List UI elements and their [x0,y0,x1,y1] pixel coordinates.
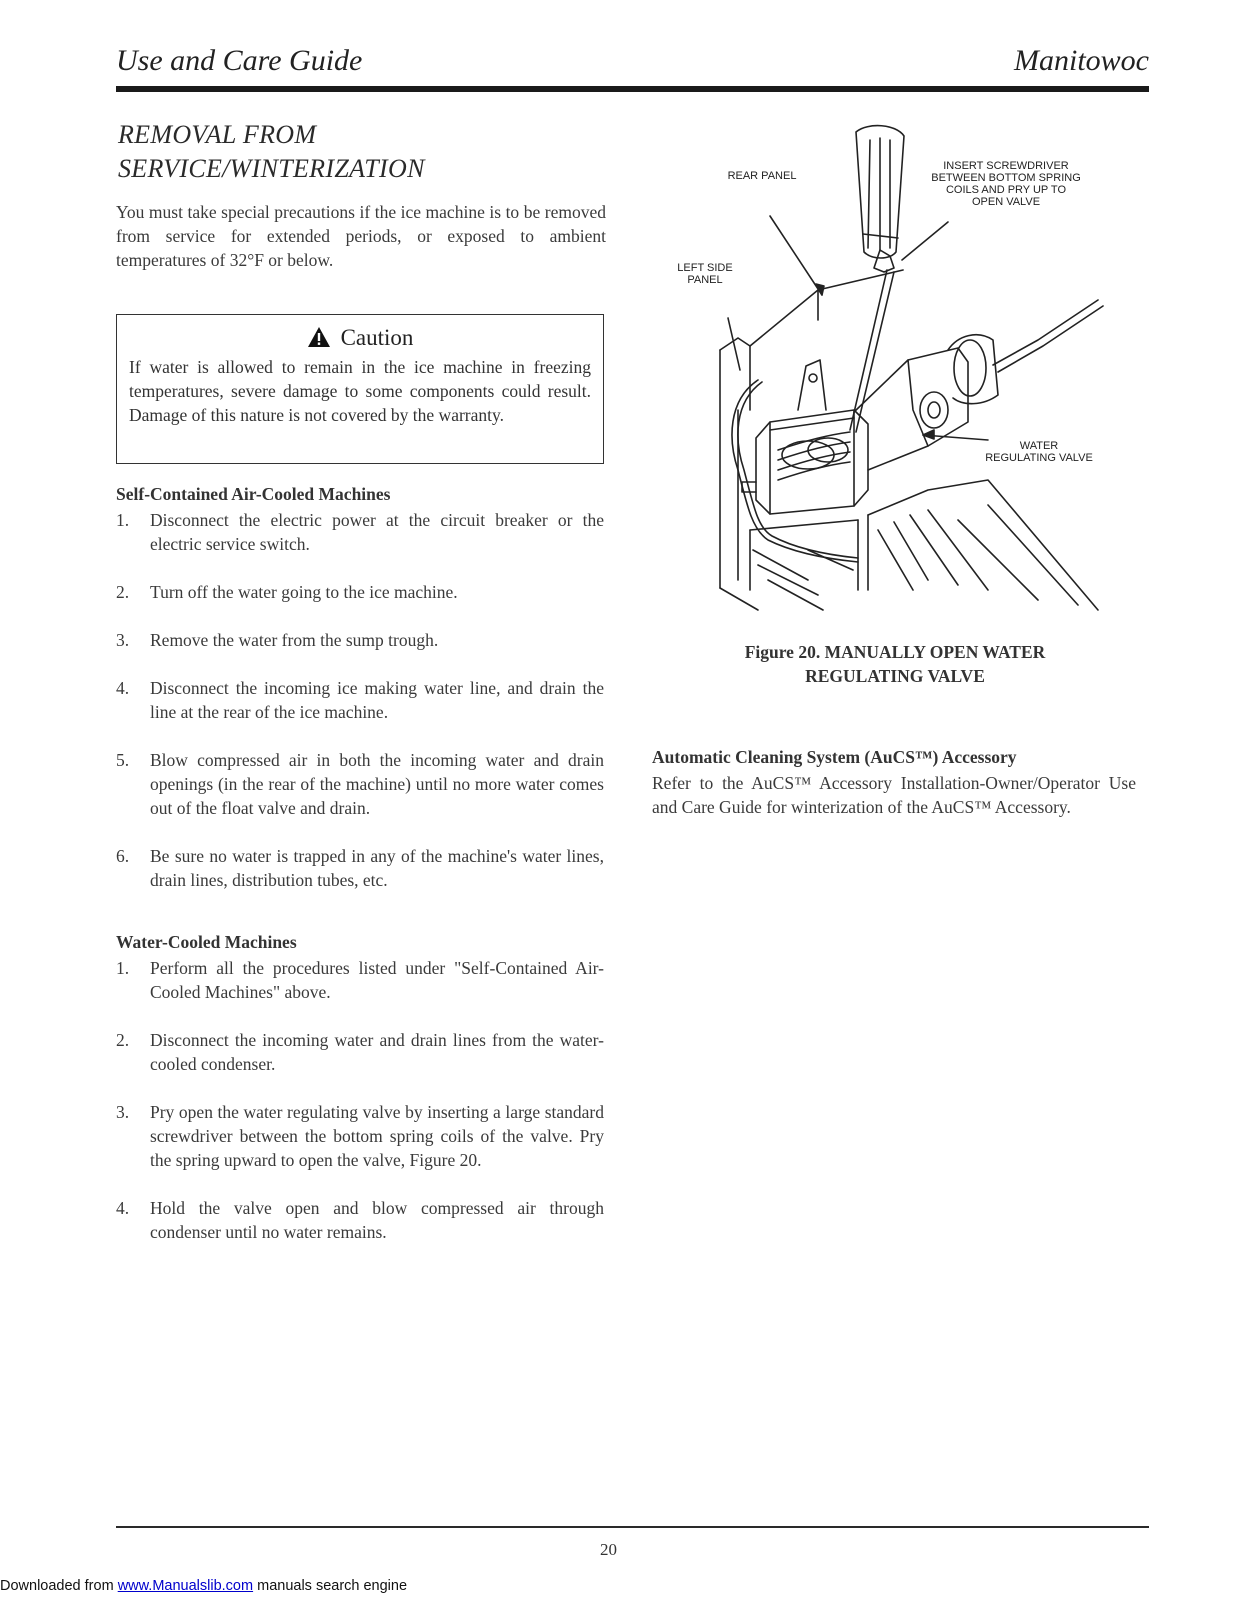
step-text: Blow compressed air in both the incoming water and drain openings (in the rear of the machine) until no more water comes out of the float valve and drain. [150,750,604,818]
figure-caption-line1: Figure 20. MANUALLY OPEN WATER [744,642,1046,662]
step-number: 4. [116,678,130,698]
step-text: Turn off the water going to the ice machine. [150,582,458,602]
list-item [116,748,604,820]
intro-paragraph: You must take special precautions if the ice machine is to be removed from service for extended periods, or exposed to ambient temperatures of 32°F or below. [116,202,606,270]
header-title: Use and Care Guide [116,44,363,77]
step-text: Be sure no water is trapped in any of the machine's water lines, drain lines, distribution tubes, etc. [150,846,604,890]
water-cooled-steps [116,956,604,1244]
step-number: 3. [116,630,130,650]
self-contained-heading: Self-Contained Air-Cooled Machines [116,484,391,504]
footer-rule [116,1526,1149,1528]
list-item [116,956,604,1004]
download-prefix: Downloaded from [0,1578,114,1594]
figure-caption-line2: REGULATING VALVE [805,666,985,686]
step-number: 4. [116,1198,130,1218]
step-text: Perform all the procedures listed under "Self-Contained Air-Cooled Machines" above. [150,958,604,1002]
list-item [116,508,604,556]
section-title [118,118,425,186]
step-number: 3. [116,1102,130,1122]
list-item [116,580,604,604]
list-item [116,1028,604,1076]
step-text: Hold the valve open and blow compressed air through condenser until no water remains. [150,1198,604,1242]
callout-water-regulating-valve: WATER REGULATING VALVE [985,440,1093,464]
caution-box [116,314,604,464]
download-note [0,1578,407,1594]
section-title-line2: SERVICE/WINTERIZATION [118,154,425,183]
step-text: Pry open the water regulating valve by inserting a large standard screwdriver between the bottom spring coils of the valve. Pry the spring upward to open the valve, Figure 20. [150,1102,604,1170]
manualslib-link[interactable]: www.Manualslib.com [117,1578,254,1594]
step-number: 2. [116,582,130,602]
aucs-heading: Automatic Cleaning System (AuCS™) Accessory [652,747,1017,767]
caution-heading [129,325,591,351]
caution-text: If water is allowed to remain in the ice machine in freezing temperatures, severe damage to some components could result. Damage of this nature is not covered by the warranty. [129,357,591,425]
step-number: 5. [116,750,130,770]
header-rule [116,86,1149,92]
page-number: 20 [600,1540,617,1559]
list-item [116,676,604,724]
download-suffix: manuals search engine [257,1578,408,1594]
caution-heading-text: Caution [340,325,414,350]
list-item [116,628,604,652]
step-number: 2. [116,1030,130,1050]
list-item [116,844,604,892]
step-number: 1. [116,958,130,978]
step-text: Disconnect the incoming water and drain lines from the water-cooled condenser. [150,1030,604,1074]
warning-triangle-icon [307,326,331,348]
figure-caption [660,640,1130,688]
step-number: 6. [116,846,130,866]
step-text: Disconnect the electric power at the circuit breaker or the electric service switch. [150,510,604,554]
aucs-paragraph: Refer to the AuCS™ Accessory Installation-Owner/Operator Use and Care Guide for winterization of the AuCS™ Accessory. [652,773,1136,817]
step-text: Disconnect the incoming ice making water line, and drain the line at the rear of the ice machine. [150,678,604,722]
step-number: 1. [116,510,130,530]
header-brand: Manitowoc [1014,44,1149,77]
list-item [116,1100,604,1172]
list-item [116,1196,604,1244]
callout-left-side-panel: LEFT SIDE PANEL [677,262,733,286]
callout-rear-panel: REAR PANEL [727,170,797,182]
step-text: Remove the water from the sump trough. [150,630,439,650]
section-title-line1: REMOVAL FROM [118,120,317,149]
callout-insert-screwdriver: INSERT SCREWDRIVER BETWEEN BOTTOM SPRING COILS AND PRY UP TO OPEN VALVE [931,160,1081,208]
water-cooled-heading: Water-Cooled Machines [116,932,297,952]
self-contained-steps [116,508,604,892]
